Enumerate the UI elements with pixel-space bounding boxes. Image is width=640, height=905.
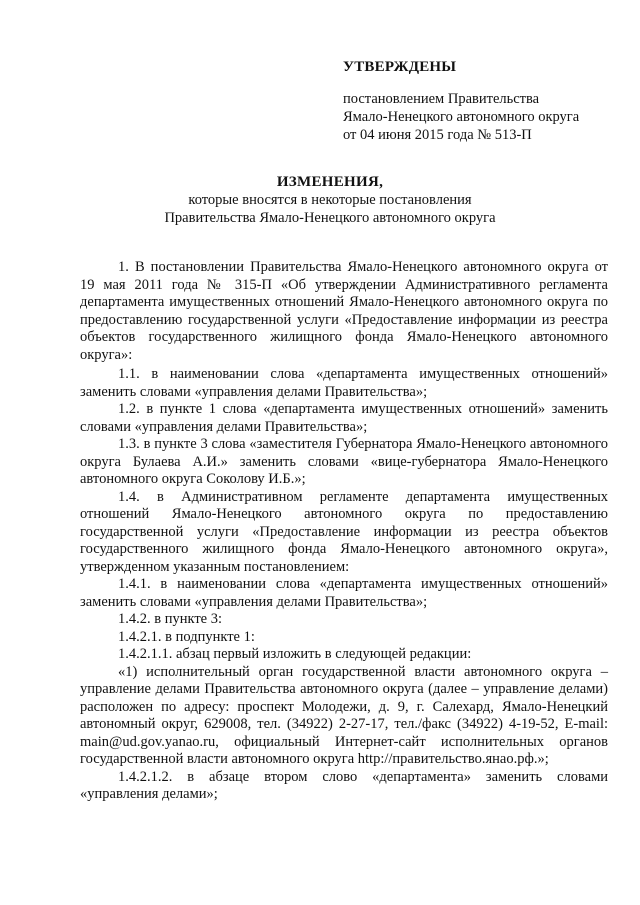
paragraph: 1.4.2.1.1. абзац первый изложить в следующей редакции: [118,646,472,662]
paragraph: 1.4.2. в пункте 3: [118,611,223,627]
paragraph: 1.4.2.1.2. в абзаце втором слово «департамента» заменить словами «управления делами»; [80,768,608,802]
paragraph: 1. В постановлении Правительства Ямало-Ненецкого автономного округа от 19 мая 2011 года № 315-П «Об утверждении Административного регламента департамента имущественных отношений Ямало-Ненецкого автономного округа по предоставлению государственной услуги «Предоставление информации из реестра объектов государственного жилищного фонда Ямало-Ненецкого автономного округа»: [80,259,608,363]
approval-line-1: постановлением Правительства [343,91,540,107]
paragraph: 1.4. в Административном регламенте департамента имущественных отношений Ямало-Ненецкого автономного округа по предоставлению государственной услуги «Предоставление информации из реестра объектов государственного жилищного фонда Ямало-Ненецкого автономного округа», утвержденном указанным постановлением: [80,488,608,575]
paragraph: 1.4.1. в наименовании слова «департамента имущественных отношений» заменить словами «управления делами Правительства»; [80,576,608,610]
paragraph: «1) исполнительный орган государственной власти автономного округа – управление делами Правительства автономного округа (далее – управление делами) расположен по адресу: проспект Молодежи, д. 9, г. Салехард, Ямало-Ненецкий автономный округ, 629008, тел. (34922) 2-27-17, тел./факс (34922) 4-19-52, E-mail: main@ud.gov.yanao.ru, официальный Интернет-сайт исполнительных органов государственной власти автономного округа http://правительство.янао.рф.»; [80,663,608,767]
approval-block [343,58,623,144]
document-subtitle-2: Правительства Ямало-Ненецкого автономного округа [164,210,496,226]
paragraph: 1.4.2.1. в подпункте 1: [118,628,255,645]
paragraph: 1.3. в пункте 3 слова «заместителя Губернатора Ямало-Ненецкого автономного округа Булаева А.И.» заменить словами «вице-губернатора Ямало-Ненецкого автономного округа Соколову И.Б.»; [80,436,608,487]
paragraph: 1.1. в наименовании слова «департамента имущественных отношений» заменить словами «управления делами Правительства»; [80,366,608,400]
document-title: ИЗМЕНЕНИЯ, [276,174,384,190]
approval-heading: УТВЕРЖДЕНЫ [343,59,457,75]
document-title-block [60,173,600,227]
paragraph: 1.2. в пункте 1 слова «департамента имущественных отношений» заменить словами «управления делами Правительства»; [80,401,608,435]
approval-line-2: Ямало-Ненецкого автономного округа [343,109,580,125]
document-body [80,259,608,804]
approval-line-3: от 04 июня 2015 года № 513-П [343,127,532,143]
document-subtitle-1: которые вносятся в некоторые постановления [188,192,472,208]
